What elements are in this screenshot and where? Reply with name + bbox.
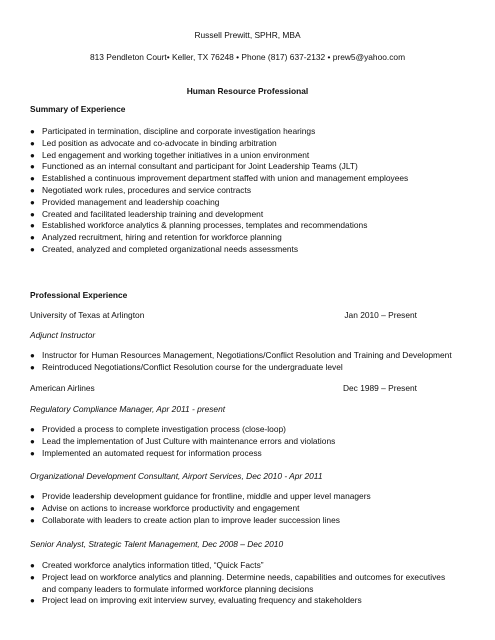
contact-line: 813 Pendleton Court• Keller, TX 76248 • Phone (817) 637-2132 • prew5@yahoo.com (89, 52, 406, 62)
list-item: ● Established workforce analytics & planning processes, templates and recommendations (30, 220, 368, 231)
summary-list (30, 126, 460, 256)
list-item: ● Created and facilitated leadership training and development (30, 208, 264, 219)
list-item: ● Advise on actions to increase workforce productivity and engagement (30, 502, 300, 513)
list-item: ● Functioned as an internal consultant and participant for Joint Leadership Teams (JLT) (30, 161, 358, 172)
bullet-icon: ● (30, 197, 35, 207)
bullet-icon: ● (30, 127, 35, 136)
bullet-icon: ● (30, 185, 35, 195)
bullet-icon: ● (30, 515, 35, 525)
list-item: ● Provided a process to complete investigation process (close-loop) (30, 424, 286, 434)
role-senior-analyst: Senior Analyst, Strategic Talent Management, Dec 2008 – Dec 2010 (30, 539, 284, 549)
list-item: ● Project lead on workforce analytics and planning. Determine needs, capabilities and outcomes for executives and company leaders to formulate informed workforce planning decisions (30, 571, 446, 594)
bullet-icon: ● (30, 492, 35, 501)
bullet-icon: ● (30, 174, 35, 184)
list-item: ● Implemented an automated request for information process (30, 447, 262, 458)
list-item: ● Provide leadership development guidance for frontline, middle and upper level managers (30, 491, 371, 501)
list-item: ● Led position as advocate and co-advocate in binding arbitration (30, 137, 277, 148)
senior-analyst-list (30, 560, 460, 607)
bullet-icon: ● (30, 436, 35, 446)
role-uta: Adjunct Instructor (30, 330, 96, 340)
bullet-icon: ● (30, 362, 35, 372)
candidate-name: Russell Prewitt, SPHR, MBA (194, 30, 301, 40)
bullet-icon: ● (30, 138, 35, 148)
uta-list (30, 350, 460, 374)
bullet-icon: ● (30, 448, 35, 458)
bullet-icon: ● (30, 162, 35, 172)
bullet-icon: ● (30, 596, 35, 606)
bullet-icon: ● (30, 221, 35, 231)
bullet-icon: ● (30, 351, 35, 360)
list-item: ● Reintroduced Negotiations/Conflict Resolution course for the undergraduate level (30, 361, 343, 372)
dates-aa: Dec 1989 – Present (342, 383, 417, 393)
list-item: ● Analyzed recruitment, hiring and retention for workforce planning (30, 232, 282, 243)
employer-uta: University of Texas at Arlington (30, 310, 145, 320)
employer-aa: American Airlines (30, 383, 95, 393)
list-item: ● Project lead on improving exit interview survey, evaluating frequency and stakeholders (30, 595, 362, 606)
list-item: ● Established a continuous improvement department staffed with union and management employees (30, 173, 409, 184)
list-item: ● Created workforce analytics information titled, “Quick Facts” (30, 560, 264, 570)
regulatory-list (30, 424, 460, 459)
list-item: ● Negotiated work rules, procedures and service contracts (30, 184, 252, 195)
bullet-icon: ● (30, 233, 35, 243)
list-item: ● Led engagement and working together initiatives in a union environment (30, 149, 310, 160)
role-od-consultant: Organizational Development Consultant, Airport Services, Dec 2010 - Apr 2011 (30, 471, 323, 481)
bullet-icon: ● (30, 244, 35, 254)
list-item: ● Lead the implementation of Just Culture with maintenance errors and violations (30, 435, 336, 446)
summary-heading: Summary of Experience (30, 104, 126, 114)
experience-heading: Professional Experience (30, 290, 128, 300)
list-item: ● Participated in termination, discipline and corporate investigation hearings (30, 126, 316, 136)
bullet-icon: ● (30, 209, 35, 219)
od-consultant-list (30, 491, 460, 526)
bullet-icon: ● (30, 425, 35, 434)
list-item: ● Provided management and leadership coaching (30, 196, 220, 207)
bullet-icon: ● (30, 150, 35, 160)
bullet-icon: ● (30, 503, 35, 513)
list-item: ● Instructor for Human Resources Management, Negotiations/Conflict Resolution and Training and Development (30, 350, 452, 360)
role-regulatory: Regulatory Compliance Manager, Apr 2011 - present (30, 404, 226, 414)
bullet-icon: ● (30, 572, 35, 582)
list-item: ● Collaborate with leaders to create action plan to improve leader succession lines (30, 514, 340, 525)
dates-uta: Jan 2010 – Present (344, 310, 417, 320)
bullet-icon: ● (30, 561, 35, 570)
list-item: ● Created, analyzed and completed organizational needs assessments (30, 243, 299, 254)
resume-title: Human Resource Professional (186, 86, 309, 96)
